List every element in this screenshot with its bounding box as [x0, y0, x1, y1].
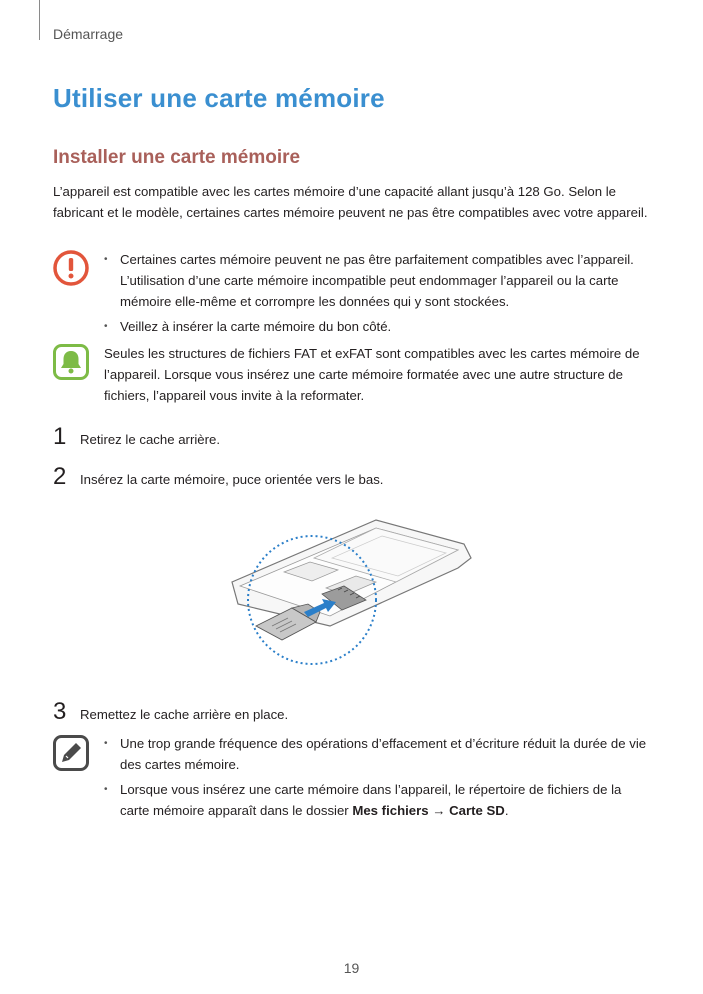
list-item: • Veillez à insérer la carte mémoire du bon côté. — [104, 316, 650, 337]
page-number: 19 — [343, 960, 360, 976]
warning-list — [104, 249, 650, 341]
step-2 — [53, 463, 383, 491]
bell-icon — [53, 344, 89, 380]
list-item: • Certaines cartes mémoire peuvent ne pas être parfaitement compatibles avec l’appareil. L’utilisation d’une carte mémoire incompatible peut endommager l’appareil ou la carte mémoire elle-même et corrompre les données qui y sont stockées. — [104, 249, 650, 312]
list-item — [104, 779, 650, 821]
arrow-glyph: → — [428, 803, 450, 818]
chapter-label: Démarrage — [53, 26, 124, 42]
step-text: Retirez le cache arrière. — [80, 432, 220, 447]
pencil-icon — [53, 735, 89, 771]
folder-name: Mes fichiers — [352, 803, 429, 818]
list-item: • Une trop grande fréquence des opérations d’effacement et d’écriture réduit la durée de vie des cartes mémoire. — [104, 733, 650, 775]
step-1 — [53, 423, 220, 451]
tip-list — [104, 733, 650, 825]
step-text: Insérez la carte mémoire, puce orientée vers le bas. — [80, 472, 384, 487]
page-title: Utiliser une carte mémoire — [53, 83, 385, 113]
tip-text: Lorsque vous insérez une carte mémoire dans l’appareil, le répertoire de fichiers de la carte mémoire apparaît dans le dossier — [120, 782, 622, 818]
step-number: 1 — [53, 423, 67, 450]
notice-paragraph: Seules les structures de fichiers FAT et exFAT sont compatibles avec les cartes mémoire de l’appareil. Lorsque vous insérez une carte mémoire formatée avec une autre structure de fichiers, l’appareil vous invite à la reformater. — [104, 346, 640, 403]
target-folder-name: Carte SD — [449, 803, 505, 818]
intro-paragraph: L’appareil est compatible avec les cartes mémoire d’une capacité allant jusqu’à 128 Go. Selon le fabricant et le modèle, certaines cartes mémoire peuvent ne pas être compatibles avec votre appareil. — [53, 184, 648, 220]
step-text: Remettez le cache arrière en place. — [80, 707, 289, 722]
step-3 — [53, 698, 288, 726]
warning-icon — [53, 250, 89, 286]
chapter-divider — [39, 0, 40, 40]
memory-card-illustration — [226, 508, 476, 673]
section-title: Installer une carte mémoire — [53, 147, 301, 168]
tip-text-end: . — [504, 803, 509, 818]
step-number: 3 — [53, 698, 67, 725]
step-number: 2 — [53, 463, 67, 490]
